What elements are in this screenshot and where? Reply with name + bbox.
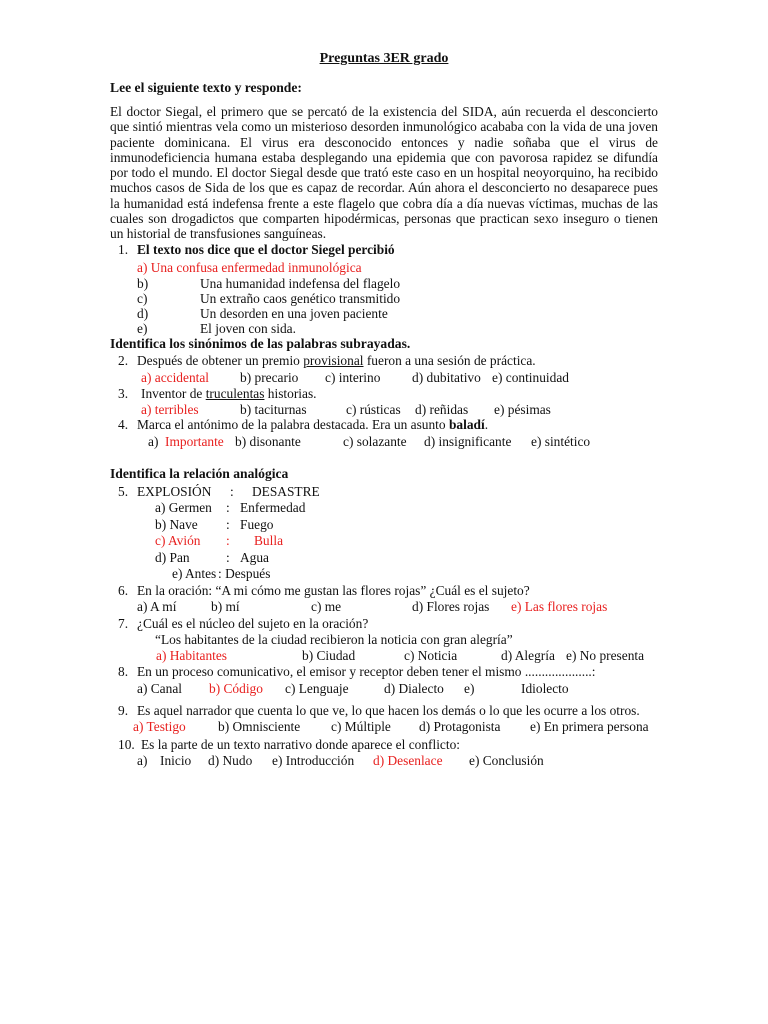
q1-option-e-text: El joven con sida.: [200, 321, 296, 336]
q1-number: 1.: [118, 242, 129, 257]
q5-sep: :: [230, 484, 234, 499]
q3-number: 3.: [118, 386, 129, 401]
q10-option-c: e) Introducción: [272, 753, 355, 768]
q7-option-d: d) Alegría: [501, 648, 555, 663]
q5-option-c-left: c) Avión: [155, 533, 201, 548]
q5-option-b-right: Fuego: [240, 517, 274, 532]
q1-question: El texto nos dice que el doctor Siegel percibió: [137, 242, 395, 257]
q4-number: 4.: [118, 417, 129, 432]
q4-bold-word: baladí: [448, 417, 485, 432]
q2-question: [137, 353, 536, 369]
q9-option-c: c) Múltiple: [331, 719, 391, 734]
q1-option-d-letter: d): [137, 306, 149, 321]
q2-text-after: fueron a una sesión de práctica.: [363, 353, 536, 368]
q8-question: En un proceso comunicativo, el emisor y receptor deben tener el mismo ....................:: [137, 664, 596, 679]
q5-option-b-left: b) Nave: [155, 517, 198, 532]
q4-option-b: b) disonante: [235, 434, 301, 449]
q9-option-e: e) En primera persona: [530, 719, 649, 734]
q9-option-d: d) Protagonista: [419, 719, 501, 734]
q1-option-a: [137, 260, 362, 276]
q9-question: Es aquel narrador que cuenta lo que ve, lo que hacen los demás o lo que les ocurre a los otros.: [137, 703, 640, 718]
q6-option-b: b) mí: [211, 599, 240, 614]
q7-question: ¿Cuál es el núcleo del sujeto en la oración?: [137, 616, 369, 631]
q3-option-e: e) pésimas: [494, 402, 551, 417]
q5-option-a-right: Enfermedad: [240, 500, 306, 515]
q1-option-b-text: Una humanidad indefensa del flagelo: [200, 276, 401, 291]
q6-option-a: a) A mí: [137, 599, 177, 614]
q10-option-a-text: Inicio: [160, 753, 192, 768]
q10-option-e: e) Conclusión: [469, 753, 544, 768]
page-title: Preguntas 3ER grado: [319, 51, 449, 66]
q8-option-e-text: Idiolecto: [521, 681, 569, 696]
q1-option-c-letter: c): [137, 291, 148, 306]
section-synonyms-heading: Identifica los sinónimos de las palabras subrayadas.: [110, 336, 411, 351]
q10-option-b: d) Nudo: [208, 753, 253, 768]
q4-text-before: Marca el antónimo de la palabra destacada. Era un asunto: [137, 417, 449, 432]
q5-option-a-sep: :: [226, 500, 230, 515]
q1-option-a-text: Una confusa enfermedad inmunológica: [150, 260, 362, 275]
q4-text-after: .: [484, 417, 489, 432]
q4-option-e: e) sintético: [531, 434, 591, 449]
q3-text-before: Inventor de: [141, 386, 206, 401]
instruction-heading: Lee el siguiente texto y responde:: [110, 80, 302, 95]
q3-text-after: historias.: [264, 386, 317, 401]
q6-number: 6.: [118, 583, 129, 598]
q6-option-d: d) Flores rojas: [412, 599, 490, 614]
q2-option-b: b) precario: [240, 370, 299, 385]
q2-underlined-word: provisional: [303, 353, 364, 368]
q5-left: EXPLOSIÓN: [137, 484, 212, 499]
q10-option-d: d) Desenlace: [373, 753, 443, 768]
q9-number: 9.: [118, 703, 129, 718]
q9-option-b: b) Omnisciente: [218, 719, 301, 734]
q5-option-b-sep: :: [226, 517, 230, 532]
q6-option-c: c) me: [311, 599, 342, 614]
q3-question: [141, 386, 317, 402]
q5-option-e-left: e) Antes: [172, 566, 217, 581]
q7-option-b: b) Ciudad: [302, 648, 356, 663]
q7-number: 7.: [118, 616, 129, 631]
q1-option-b-letter: b): [137, 276, 149, 291]
q2-number: 2.: [118, 353, 129, 368]
q2-option-c: c) interino: [325, 370, 381, 385]
q5-option-d-left: d) Pan: [155, 550, 190, 565]
q4-question: [137, 417, 488, 433]
q1-option-c-text: Un extraño caos genético transmitido: [200, 291, 401, 306]
q7-option-a: a) Habitantes: [156, 648, 228, 663]
q5-number: 5.: [118, 484, 129, 499]
q3-underlined-word: truculentas: [205, 386, 265, 401]
q1-option-a-letter: a): [137, 260, 148, 275]
q10-number: 10.: [118, 737, 135, 752]
q3-option-d: d) reñidas: [415, 402, 469, 417]
q8-option-b: b) Código: [209, 681, 263, 696]
q5-option-a-left: a) Germen: [155, 500, 212, 515]
q7-quote: “Los habitantes de la ciudad recibieron la noticia con gran alegría”: [155, 632, 513, 647]
q5-right: DESASTRE: [252, 484, 320, 499]
q9-option-a: a) Testigo: [133, 719, 186, 734]
q7-option-c: c) Noticia: [404, 648, 458, 663]
q2-option-a: a) accidental: [141, 370, 210, 385]
q5-option-c-sep: :: [226, 533, 230, 548]
q8-option-a: a) Canal: [137, 681, 182, 696]
q4-option-a-letter: a): [148, 434, 159, 449]
q3-option-a: a) terribles: [141, 402, 199, 417]
q1-option-e-letter: e): [137, 321, 148, 336]
q3-option-c: c) rústicas: [346, 402, 401, 417]
q10-option-a-letter: a): [137, 753, 148, 768]
q6-question: En la oración: “A mi cómo me gustan las flores rojas” ¿Cuál es el sujeto?: [137, 583, 530, 598]
q2-text-before: Después de obtener un premio: [137, 353, 304, 368]
q1-option-d-text: Un desorden en una joven paciente: [200, 306, 388, 321]
reading-passage: El doctor Siegal, el primero que se percató de la existencia del SIDA, aún recuerda el desconcierto que sintió mientras vela como un misterioso desorden inmunológico acababa con la vida de una joven paciente dominicana. El virus era desconocido entonces y nadie soñaba que el virus de inmunodeficiencia humana estaba desplegando una epidemia que con pavorosa rapidez se difundía por todo el mundo. El doctor Siegal desde que trató este caso en un hospital neoyorquino, ha recibido muchos casos de Sida de los que es capaz de recordar. Aún ahora el desconcierto no desaparece pues la humanidad está indefensa frente a este flagelo que cobra día a día nuevas víctimas, muchas de las cuales son drogadictos que comparten hipodérmicas, personas que practican sexo inseguro o tienen un historial de transfusiones sanguíneas.: [110, 104, 658, 242]
q8-option-e-letter: e): [464, 681, 475, 696]
q3-option-b: b) taciturnas: [240, 402, 307, 417]
q6-option-e: e) Las flores rojas: [511, 599, 608, 614]
q8-option-c: c) Lenguaje: [285, 681, 349, 696]
q4-option-d: d) insignificante: [424, 434, 512, 449]
q5-option-c-right: Bulla: [254, 533, 284, 548]
q8-number: 8.: [118, 664, 129, 679]
q5-option-e-sep: : Después: [218, 566, 271, 581]
q10-question: Es la parte de un texto narrativo donde aparece el conflicto:: [141, 737, 461, 752]
q2-option-d: d) dubitativo: [412, 370, 481, 385]
q2-option-e: e) continuidad: [492, 370, 569, 385]
q5-option-d-sep: :: [226, 550, 230, 565]
q4-option-a-text: Importante: [165, 434, 224, 449]
section-analogy-heading: Identifica la relación analógica: [110, 466, 289, 481]
q5-option-d-right: Agua: [240, 550, 270, 565]
q4-option-c: c) solazante: [343, 434, 407, 449]
q7-option-e: e) No presenta: [566, 648, 645, 663]
q8-option-d: d) Dialecto: [384, 681, 444, 696]
